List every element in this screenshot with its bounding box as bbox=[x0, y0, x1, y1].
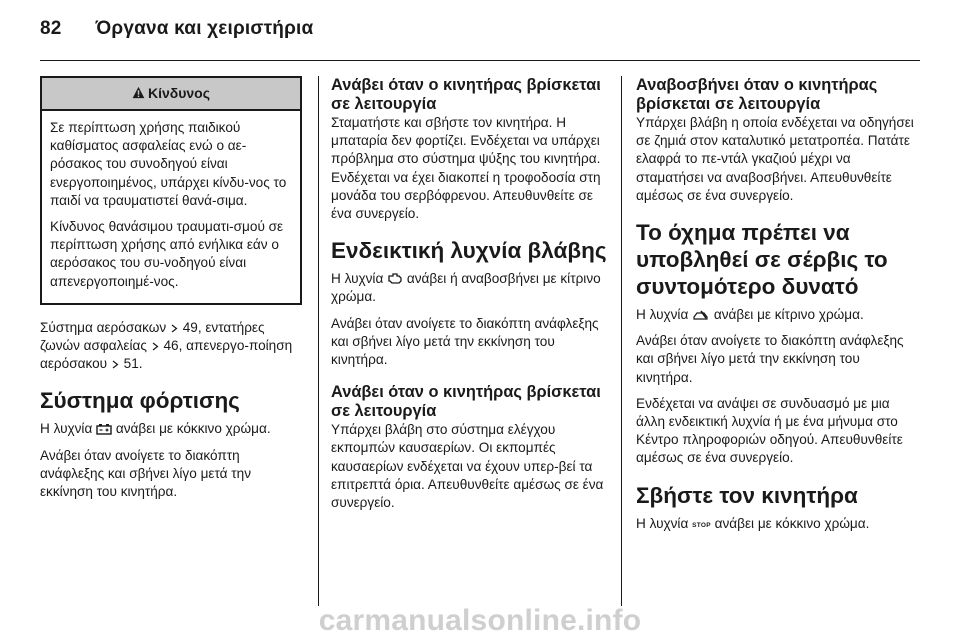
charging-paragraph-1 bbox=[40, 420, 302, 438]
charging-paragraph-2: Ανάβει όταν ανοίγετε το διακόπτη ανάφλεξης και σβήνει λίγο μετά την εκκίνηση του κινητήρα. bbox=[40, 447, 251, 500]
column-2 bbox=[331, 76, 607, 520]
service-text-pre: Η λυχνία bbox=[636, 307, 689, 323]
cross-reference-paragraph bbox=[40, 319, 302, 374]
stop-lamp-icon: STOP bbox=[692, 521, 711, 529]
service-paragraph-1 bbox=[636, 306, 920, 324]
service-paragraph-2: Ανάβει όταν ανοίγετε το διακόπτη ανάφλεξης και σβήνει λίγο μετά την εκκίνηση του κινητήρα. bbox=[636, 333, 904, 385]
engine-check-icon bbox=[387, 272, 403, 285]
header-rule bbox=[40, 60, 920, 61]
page-number: 82 bbox=[40, 18, 62, 39]
section-heading-malfunction: Ενδεικτική λυχνία βλάβης bbox=[331, 238, 607, 264]
service-text-post: ανάβει με κίτρινο χρώμα. bbox=[713, 307, 864, 323]
wrench-car-icon bbox=[692, 309, 710, 321]
warning-triangle-icon bbox=[132, 86, 145, 99]
subheading-engine-running-2: Ανάβει όταν ο κινητήρας βρίσκεται σε λειτουργία bbox=[331, 383, 601, 421]
ref-text-b: 49, εντατήρες ζωνών ασφαλείας bbox=[40, 319, 265, 354]
malfunction-paragraph-1 bbox=[331, 270, 607, 306]
charging-text-post: ανάβει με κόκκινο χρώμα. bbox=[115, 421, 271, 437]
malfunction-text-pre: Η λυχνία bbox=[331, 271, 384, 287]
chapter-title: Όργανα και χειριστήρια bbox=[95, 18, 314, 39]
charging-text-pre: Η λυχνία bbox=[40, 421, 93, 437]
watermark: carmanualsonline.info bbox=[318, 604, 642, 637]
page-ref-arrow-icon bbox=[152, 342, 159, 351]
warning-box bbox=[40, 76, 302, 305]
ref-text-a: Σύστημα αερόσακων bbox=[40, 319, 167, 335]
column-divider-1 bbox=[318, 76, 319, 606]
page-ref-arrow-icon bbox=[112, 360, 119, 369]
section-heading-charging: Σύστημα φόρτισης bbox=[40, 388, 240, 414]
flashing-paragraph: Υπάρχει βλάβη η οποία ενδέχεται να οδηγήσει σε ζημιά στον καταλυτικό μετατροπέα. Πατάτε ελαφρά το πε-ντάλ γκαζιού μέχρι να σταματήσει να αναβοσβήνει. Απευθυνθείτε αμέσως σε ένα συνεργείο. bbox=[636, 115, 914, 203]
page-header bbox=[40, 18, 313, 40]
stop-text-pre: Η λυχνία bbox=[636, 515, 689, 531]
service-paragraph-3: Ενδέχεται να ανάψει σε συνδυασμό με μια άλλη ενδεικτική λυχνία ή με ένα μήνυμα στο Κέντρο πληροφοριών οδηγού. Απευθυνθείτε αμέσως σε ένα συνεργείο. bbox=[636, 395, 903, 466]
column-3 bbox=[636, 76, 920, 543]
warning-paragraph-1: Σε περίπτωση χρήσης παιδικού καθίσματος ασφαλείας ενώ ο αε-ρόσακος του συνοδηγού είναι ενεργοποιημένος, υπάρχει κίνδυ-νος το παιδί να τραυματιστεί θανά-σιμα. bbox=[50, 120, 287, 208]
malfunction-text-post: ανάβει ή αναβοσβήνει με κίτρινο χρώμα. bbox=[331, 271, 601, 305]
page-ref-arrow-icon bbox=[171, 324, 178, 333]
section-heading-stop-engine: Σβήστε τον κινητήρα bbox=[636, 482, 858, 508]
warning-paragraph-2: Κίνδυνος θανάσιμου τραυματι-σμού σε περίπτωση χρήσης από ενήλικα εάν ο αερόσακος του συ-νοδηγού είναι απενεργοποιημέ-νος. bbox=[50, 219, 284, 289]
battery-icon bbox=[96, 423, 112, 435]
warning-body bbox=[42, 111, 300, 303]
warning-title bbox=[42, 78, 300, 111]
stop-text-post: ανάβει με κόκκινο χρώμα. bbox=[714, 515, 870, 531]
malfunction-paragraph-2: Ανάβει όταν ανοίγετε το διακόπτη ανάφλεξης και σβήνει λίγο μετά την εκκίνηση του κινητήρα. bbox=[331, 315, 599, 368]
section-heading-service: Το όχημα πρέπει να υποβληθεί σε σέρβις το συντομότερο δυνατό bbox=[636, 220, 888, 300]
column-1 bbox=[40, 76, 302, 509]
stop-paragraph bbox=[636, 515, 920, 535]
warning-title-text: Κίνδυνος bbox=[147, 85, 211, 101]
subheading-flashing: Αναβοσβήνει όταν ο κινητήρας βρίσκεται σε λειτουργία bbox=[636, 76, 878, 113]
subheading-engine-running: Ανάβει όταν ο κινητήρας βρίσκεται σε λειτουργία bbox=[331, 76, 601, 113]
malfunction-paragraph-3: Υπάρχει βλάβη στο σύστημα ελέγχου εκπομπών καυσαερίων. Οι εκπομπές καυσαερίων ενδέχεται να έχουν υπερ-βεί τα επιτρεπτά όρια. Απευθυνθείτε αμέσως σε ένα συνεργείο. bbox=[331, 422, 604, 511]
column-divider-2 bbox=[621, 76, 622, 606]
ref-text-c: 46, απενεργο-ποίηση αερόσακου bbox=[40, 338, 293, 372]
ref-text-d: 51. bbox=[123, 356, 143, 372]
engine-running-paragraph: Σταματήστε και σβήστε τον κινητήρα. Η μπαταρία δεν φορτίζει. Ενδέχεται να υπάρχει πρόβλημα στο σύστημα ψύξης του κινητήρα. Ενδέχεται να έχει διακοπεί η τροφοδοσία στη μονάδα του σερβόφρενου. Απευθυνθείτε σε ένα συνεργείο. bbox=[331, 115, 601, 222]
